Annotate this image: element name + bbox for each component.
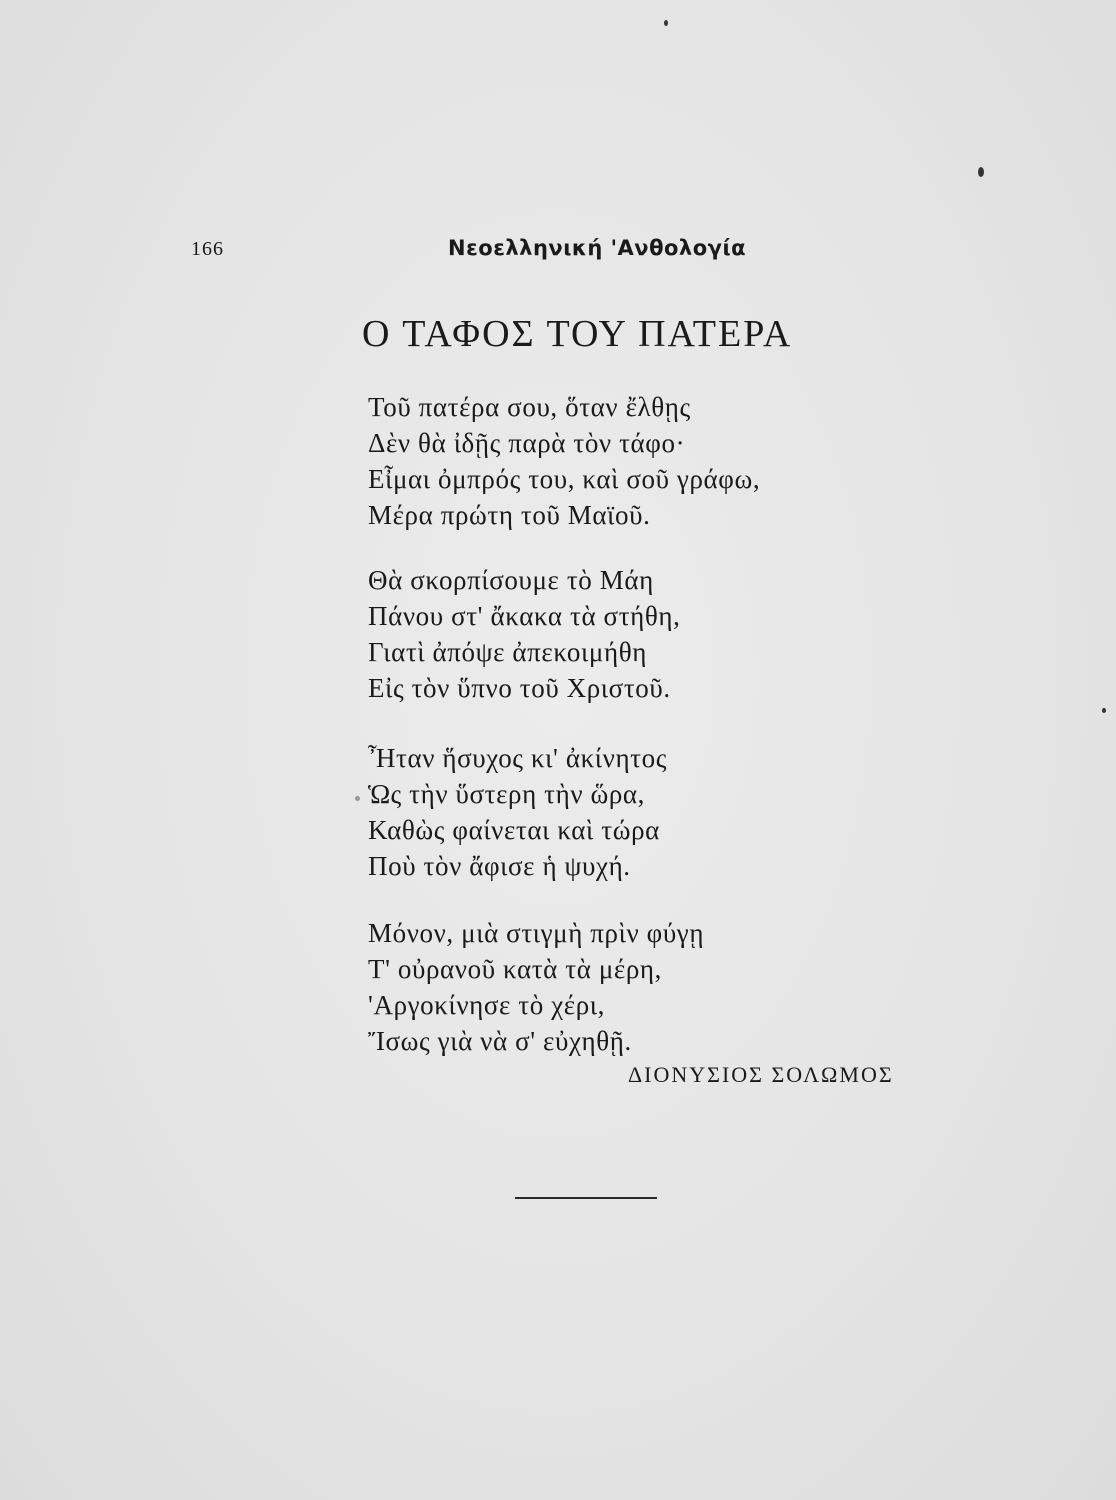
- scan-speck: [355, 796, 360, 801]
- verse-line: Μέρα πρώτη τοῦ Μαϊοῦ.: [368, 500, 651, 530]
- verse-line: Εἰς τὸν ὕπνο τοῦ Χριστοῦ.: [368, 673, 671, 703]
- verse-line: Εἶμαι ὀμπρός του, καὶ σοῦ γράφω,: [368, 464, 761, 494]
- verse-line: Γιατὶ ἀπόψε ἀπεκοιμήθη: [368, 637, 647, 667]
- scan-speck: [664, 20, 668, 26]
- verse-line: Ἦταν ἥσυχος κι' ἀκίνητος: [368, 743, 668, 773]
- stanza-1: [368, 389, 888, 533]
- poem-title: Ο ΤΑΦΟΣ ΤΟΥ ΠΑΤΕΡΑ: [362, 313, 793, 355]
- poem-author: ΔΙΟΝΥΣΙΟΣ ΣΟΛΩΜΟΣ: [628, 1062, 894, 1087]
- stanza-3: [368, 740, 888, 884]
- scan-speck: [1102, 708, 1106, 713]
- verse-line: Καθὼς φαίνεται καὶ τώρα: [368, 815, 660, 845]
- verse-line: Ποὺ τὸν ἄφισε ἡ ψυχή.: [368, 851, 631, 881]
- verse-line: Θὰ σκορπίσουμε τὸ Μάη: [368, 565, 654, 595]
- scan-speck: [978, 167, 984, 177]
- stanza-4: [368, 915, 888, 1059]
- verse-line: Ἴσως γιὰ νὰ σ' εὐχηθῇ.: [368, 1026, 632, 1056]
- stanza-2: [368, 562, 888, 706]
- end-rule-divider: [515, 1197, 657, 1199]
- running-title: Νεοελληνική 'Ανθολογία: [448, 236, 747, 260]
- page-number: 166: [191, 238, 224, 260]
- verse-line: Πάνου στ' ἄκακα τὰ στήθη,: [368, 601, 681, 631]
- verse-line: 'Αργοκίνησε τὸ χέρι,: [368, 990, 606, 1020]
- verse-line: Τ' οὐρανοῦ κατὰ τὰ μέρη,: [368, 954, 662, 984]
- verse-line: Δὲν θὰ ἰδῇς παρὰ τὸν τάφο·: [368, 428, 686, 458]
- verse-line: Ὡς τὴν ὕστερη τὴν ὥρα,: [368, 779, 646, 809]
- verse-line: Τοῦ πατέρα σου, ὅταν ἔλθῃς: [368, 392, 691, 422]
- verse-line: Μόνον, μιὰ στιγμὴ πρὶν φύγῃ: [368, 918, 705, 948]
